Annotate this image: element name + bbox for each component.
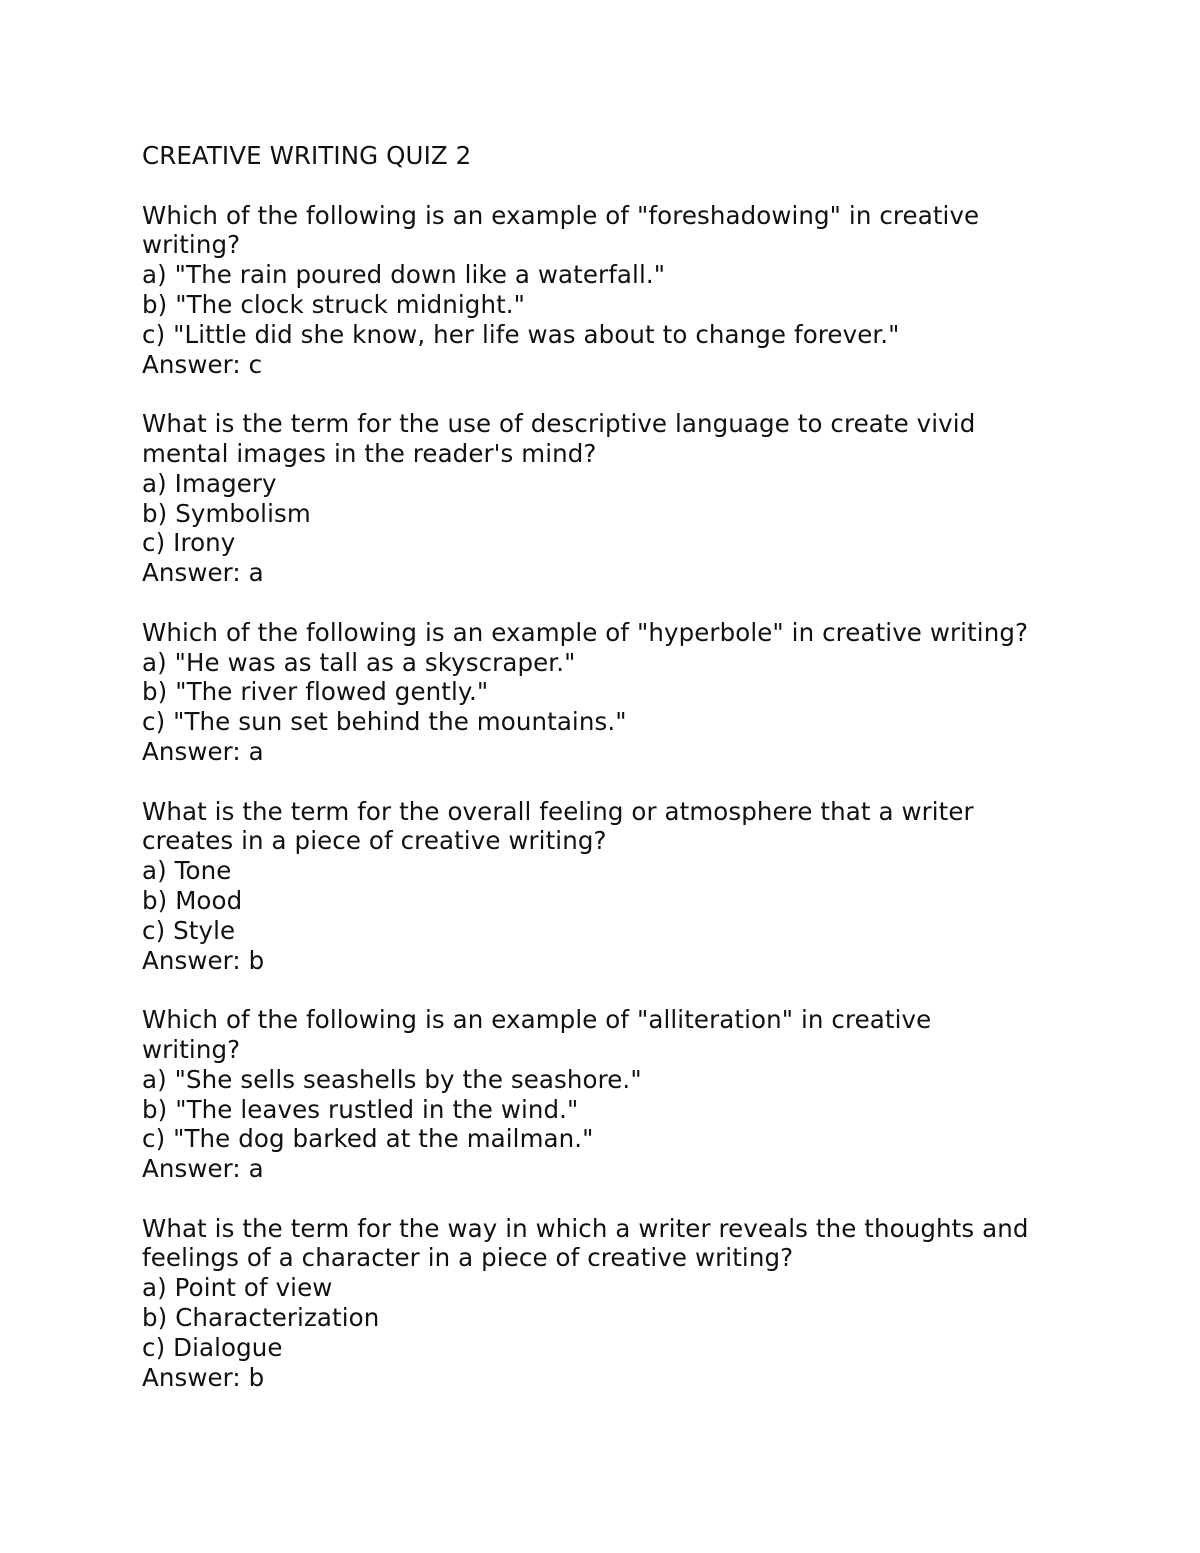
- option-a: a) Tone: [142, 856, 232, 886]
- answer-line: Answer: c: [142, 349, 263, 379]
- answer-line: Answer: a: [142, 558, 264, 588]
- option-b: b) "The clock struck midnight.": [142, 289, 526, 319]
- question-6: [142, 1214, 1102, 1393]
- option-b: b) Mood: [142, 885, 243, 915]
- question-text-line: mental images in the reader's mind?: [142, 438, 597, 468]
- question-text-line: writing?: [142, 230, 241, 260]
- option-a: a) "He was as tall as a skyscraper.": [142, 647, 576, 677]
- question-1: [142, 201, 1102, 380]
- question-2: [142, 409, 1102, 588]
- option-c: c) Irony: [142, 528, 236, 558]
- option-c: c) "Little did she know, her life was about to change forever.": [142, 319, 900, 349]
- option-b: b) Symbolism: [142, 498, 311, 528]
- option-c: c) Dialogue: [142, 1332, 283, 1362]
- answer-line: Answer: b: [142, 1362, 265, 1392]
- option-c: c) Style: [142, 915, 236, 945]
- option-c: c) "The sun set behind the mountains.": [142, 707, 627, 737]
- question-4: [142, 797, 1102, 976]
- question-text-line: writing?: [142, 1034, 241, 1064]
- question-text-line: feelings of a character in a piece of creative writing?: [142, 1243, 794, 1273]
- question-text-line: Which of the following is an example of "hyperbole" in creative writing?: [142, 617, 1029, 647]
- option-c: c) "The dog barked at the mailman.": [142, 1124, 594, 1154]
- option-a: a) Point of view: [142, 1273, 333, 1303]
- question-text-line: What is the term for the use of descriptive language to create vivid: [142, 409, 976, 439]
- question-text-line: Which of the following is an example of "foreshadowing" in creative: [142, 200, 980, 230]
- question-text-line: What is the term for the overall feeling or atmosphere that a writer: [142, 796, 974, 826]
- answer-line: Answer: a: [142, 1154, 264, 1184]
- option-a: a) "She sells seashells by the seashore.": [142, 1064, 642, 1094]
- option-a: a) Imagery: [142, 468, 277, 498]
- answer-line: Answer: a: [142, 736, 264, 766]
- document-content: [142, 141, 1102, 1422]
- question-text-line: creates in a piece of creative writing?: [142, 826, 607, 856]
- answer-line: Answer: b: [142, 945, 265, 975]
- question-text-line: What is the term for the way in which a writer reveals the thoughts and: [142, 1213, 1029, 1243]
- question-3: [142, 618, 1102, 767]
- option-b: b) "The river flowed gently.": [142, 677, 489, 707]
- option-a: a) "The rain poured down like a waterfall.": [142, 260, 666, 290]
- page-title: CREATIVE WRITING QUIZ 2: [142, 141, 472, 170]
- question-text-line: Which of the following is an example of "alliteration" in creative: [142, 1005, 932, 1035]
- option-b: b) "The leaves rustled in the wind.": [142, 1094, 579, 1124]
- option-b: b) Characterization: [142, 1303, 380, 1333]
- question-5: [142, 1005, 1102, 1184]
